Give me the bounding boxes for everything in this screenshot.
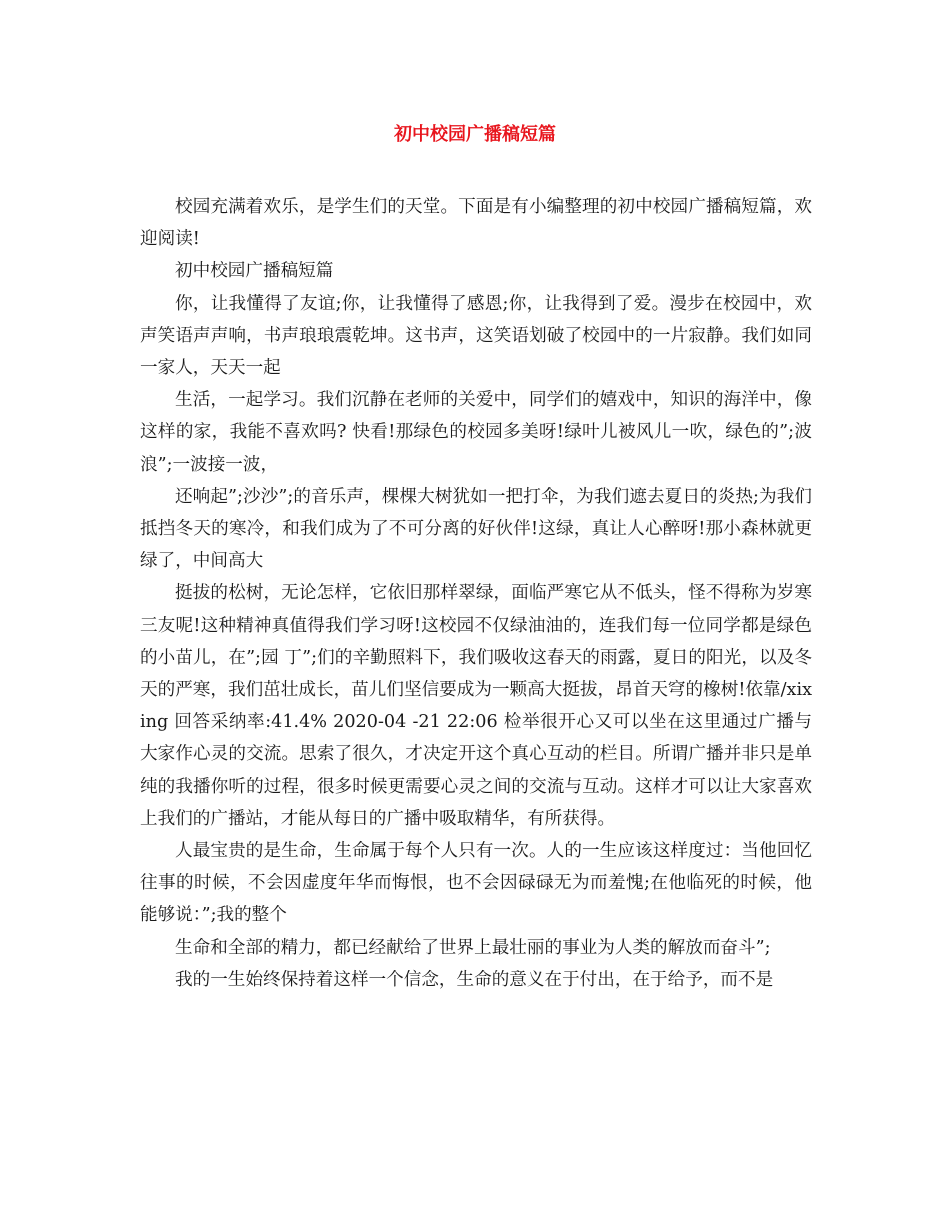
paragraph: 生命和全部的精力，都已经献给了世界上最壮丽的事业为人类的解放而奋斗”; — [175, 937, 771, 958]
document-title: 初中校园广播稿短篇 — [394, 124, 556, 145]
paragraph: 人最宝贵的是生命，生命属于每个人只有一次。人的一生应该这样度过：当他回忆往事的时候，不会因虚度年华而悔恨，也不会因碌碌无为而羞愧;在他临死的时候，他能够说：”;我的整个 — [140, 841, 812, 926]
paragraph: 还响起”;沙沙”;的音乐声，棵棵大树犹如一把打伞，为我们遮去夏日的炎热;为我们抵挡冬天的寒冷，和我们成为了不可分离的好伙伴!这绿，真让人心醉呀!那小森林就更绿了，中间高大 — [140, 486, 812, 572]
paragraph: 生活，一起学习。我们沉静在老师的关爱中，同学们的嬉戏中，知识的海洋中，像这样的家，我能不喜欢吗? 快看!那绿色的校园多美呀!绿叶儿被风儿一吹，绿色的”;波浪”;一波接一波， — [140, 390, 812, 475]
paragraph: 挺拔的松树，无论怎样，它依旧那样翠绿，面临严寒它从不低头，怪不得称为岁寒三友呢!这种精神真值得我们学习呀!这校园不仅绿油油的，连我们每一位同学都是绿色的小苗儿，在”;园 丁”;们的辛勤照料下，我们吸收这春天的雨露，夏日的阳光，以及冬天的严寒，我们茁壮成长，苗儿们坚信要成为一颗高大挺拔，昂首天穹的橡树!依靠/xixing 回答采纳率:41.4% 2020-04 -21 22:06 检举很开心又可以坐在这里通过广播与大家作心灵的交流。思索了很久，才决定开这个真心互动的栏目。所谓广播并非只是单纯的我播你听的过程，很多时候更需要心灵之间的交流与互动。这样才可以让大家喜欢上我们的广播站，才能从每日的广播中吸取精华，有所获得。 — [140, 583, 812, 829]
paragraph-intro: 校园充满着欢乐，是学生们的天堂。下面是有小编整理的初中校园广播稿短篇，欢迎阅读! — [140, 197, 812, 250]
paragraph: 你，让我懂得了友谊;你，让我懂得了感恩;你，让我得到了爱。漫步在校园中，欢声笑语声声响，书声琅琅震乾坤。这书声，这笑语划破了校园中的一片寂静。我们如同一家人，天天一起 — [140, 293, 812, 379]
paragraph-subtitle: 初中校园广播稿短篇 — [175, 261, 334, 282]
document-body — [140, 191, 812, 996]
paragraph: 我的一生始终保持着这样一个信念，生命的意义在于付出，在于给予，而不是 — [175, 969, 774, 990]
